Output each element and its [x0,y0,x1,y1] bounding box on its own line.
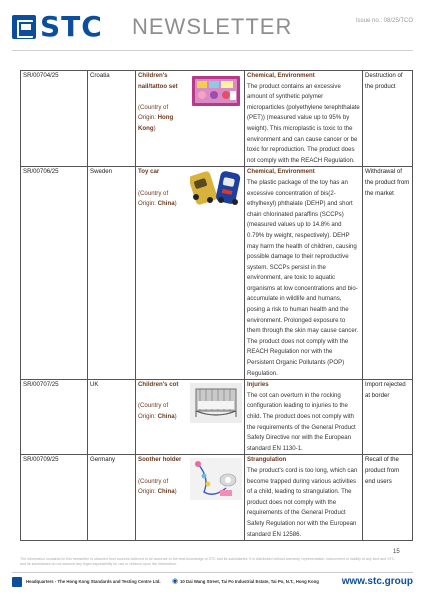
country-cell [88,380,136,455]
risk-cell [245,380,363,455]
country-of-origin [138,401,186,422]
measure-cell [363,455,413,541]
newsletter-title: NEWSLETTER [132,14,293,39]
location-pin-icon: ◉ [172,578,179,585]
product-cell [136,71,188,167]
product-name: Children's nail/tattoo set [138,72,178,90]
website-link[interactable]: www.stc.group [341,576,413,587]
risk-description: The product's cord is too long, which can become trapped during various activities of a child, leading to strangulation. The product does not comply with the requirements of the General Product Safety Regulation nor with the European standard EN 12586. [247,466,358,538]
country-cell [88,71,136,167]
page-number: 15 [393,549,400,555]
disclaimer: The information contained in this newsletter is obtained from sources believed to be accurate to the best knowledge of STC and its subsidiaries. It is distributed without warranty, representation, inducement or liability of any kind and STC and its subsidiaries do not assume any legal responsibility for use or reliance upon the information. [20,557,395,566]
country: Sweden [90,168,113,176]
product-photo-soother-holder [190,458,242,505]
stc-logo [12,12,110,42]
origin-suffix: ) [174,413,177,420]
measure-cell [363,167,413,380]
origin-value: Hong Kong [138,114,174,132]
headquarters-text: Headquarters - The Hong Kong Standards and Testing Centre Ltd. [26,579,161,584]
origin-value: China [157,200,175,208]
origin-prefix: (Country of Origin: [138,189,169,208]
table-row [21,380,413,455]
product-photo-nail-set [190,74,242,113]
reference-cell [21,455,88,541]
origin-suffix: ) [174,488,177,496]
reference-number: SR/00707/25 [23,381,59,389]
origin-value: China [157,413,175,420]
origin-value: China [157,488,175,496]
table-row [21,167,413,380]
country-of-origin [138,477,186,498]
country: Croatia [90,72,110,79]
page-footer [12,576,413,590]
header-divider [12,50,413,51]
reference-number: SR/00706/25 [23,168,59,176]
risk-type: Injuries [247,381,269,389]
measure-taken: Recall of the product from end users [365,456,400,485]
risk-cell [245,455,363,541]
risk-cell [245,167,363,380]
reference-number: SR/00704/25 [23,72,59,79]
country: UK [90,381,99,389]
risk-type: Chemical, Environment [247,72,315,79]
recall-table [20,70,413,541]
origin-prefix: (Country of Origin: [138,103,169,122]
product-cell [136,167,188,380]
product-image-cell [188,380,245,455]
country: Germany [90,456,116,464]
measure-cell [363,380,413,455]
measure-taken: Withdrawal of the product from the market [365,168,410,197]
stc-footer-logo-icon [12,577,22,587]
product-name: Soother holder [138,456,182,464]
page-header [12,10,413,50]
product-image-cell [188,167,245,380]
reference-number: SR/00709/25 [23,456,59,464]
measure-taken: Destruction of the product [365,72,403,90]
reference-cell [21,167,88,380]
origin-prefix: (Country of Origin: [138,402,169,420]
stc-logo-icon [12,15,36,39]
risk-type: Strangulation [247,456,287,464]
risk-cell [245,71,363,167]
origin-prefix: (Country of Origin: [138,477,169,496]
product-cell [136,455,188,541]
risk-description: The plastic package of the toy has an excessive concentration of bis(2-ethylhexyl) phthalate (DEHP) and short chain chlorinated paraffins (SCCPs) (measured values up to 14.8% and 0.79% by weight, respectively). DEHP may harm the health of children, causing possible damage to their reproductive system. SCCPs persist in the environment, are toxic to aquatic organisms at low concentrations and bio-accumulate in wildlife and humans, posing a risk to human health and the environment. Prolonged exposure to them through the skin may cause cancer. The product does not comply with the REACH Regulation nor with the Persistent Organic Pollutants (POP) Regulation. [247,178,359,377]
product-name: Children's cot [138,381,179,389]
table-row [21,455,413,541]
product-image-cell [188,455,245,541]
origin-suffix: ) [174,200,177,208]
risk-type: Chemical, Environment [247,168,315,176]
country-cell [88,455,136,541]
risk-description: The cot can overturn in the rocking configuration leading to injuries to the child. The product does not comply with the requirements of the General Product Safety Directive nor with the European standard EN 1130-1. [247,391,356,452]
country-of-origin [138,189,186,210]
origin-suffix: ) [153,124,156,132]
country-of-origin [138,103,186,135]
footer-divider [12,572,413,573]
issue-number: Issue no.: 08/25/TCO [355,18,413,24]
product-name: Toy car [138,168,160,176]
product-photo-cot [190,383,242,428]
product-photo-toy-car [190,170,242,211]
product-cell [136,380,188,455]
risk-description: The product contains an excessive amount of synthetic polymer microparticles (polyethylene terephthalate (PET)) (measured value up to 95% by weight). This microplastic is toxic to the environment and can cause cancer or be toxic for reproduction. The product does not comply with the REACH Regulation. [247,82,360,164]
measure-taken: Import rejected at border [365,381,406,399]
measure-cell [363,71,413,167]
country-cell [88,167,136,380]
reference-cell [21,71,88,167]
logo-text: STC [40,10,103,43]
product-image-cell [188,71,245,167]
reference-cell [21,380,88,455]
address-text: 10 Dai Wang Street, Tai Po Industrial Estate, Tai Po, N.T., Hong Kong [180,579,319,584]
table-row [21,71,413,167]
